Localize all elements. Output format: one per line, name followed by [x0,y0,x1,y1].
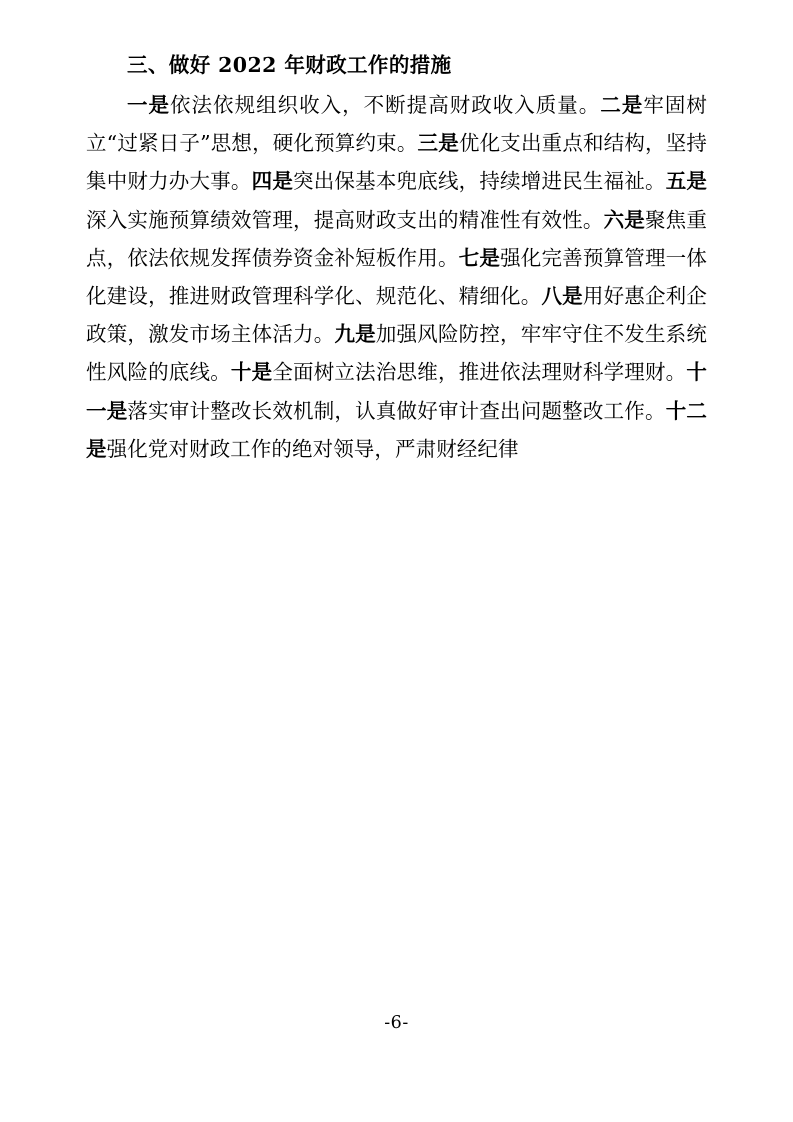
enumeration-marker: 十是 [230,360,273,385]
body-text: 深入实施预算绩效管理，提高财政支出的精准性有效性。 [86,207,604,232]
body-text: 加强风险防控，牢牢守住不发生系统性风险的底线。 [86,322,707,385]
body-text: 优化支出重点和结构，坚持集中财力办大事。 [86,131,708,194]
enumeration-marker: 一是 [127,93,171,117]
page-number: -6- [384,1013,409,1033]
body-paragraph [86,86,707,468]
body-text: 聚焦重点，依法依规发挥债券资金补短板作用。 [86,207,707,270]
section-heading: 三、做好 2022 年财政工作的措施 [127,53,452,77]
body-text: 强化完善预算管理一体化建设，推进财政管理科学化、规范化、精细化。 [86,245,707,309]
enumeration-marker: 七是 [458,245,501,270]
body-text: 依法依规组织收入，不断提高财政收入质量。 [170,93,601,117]
enumeration-marker: 十二是 [86,398,707,461]
enumeration-marker: 四是 [251,169,294,194]
body-text: 强化党对财政工作的绝对领导，严肃财经纪律 [106,436,519,461]
enumeration-marker: 九是 [334,322,376,347]
body-text: 用好惠企利企政策，激发市场主体活力。 [86,284,707,347]
body-text: 突出保基本兜底线，持续增进民生福祉。 [293,169,666,194]
body-text: 牢固树立“过紧日子”思想，硬化预算约束。 [86,93,707,156]
body-text: 全面树立法治思维，推进依法理财科学理财。 [272,360,687,385]
body-text: 落实审计整改长效机制，认真做好审计查出问题整改工作。 [127,398,666,423]
enumeration-marker: 十一是 [86,360,707,423]
document-body [86,46,707,468]
enumeration-marker: 二是 [600,93,644,117]
enumeration-marker: 三是 [417,131,459,156]
enumeration-marker: 六是 [603,207,645,232]
enumeration-marker: 八是 [541,284,583,309]
enumeration-marker: 五是 [665,169,707,194]
